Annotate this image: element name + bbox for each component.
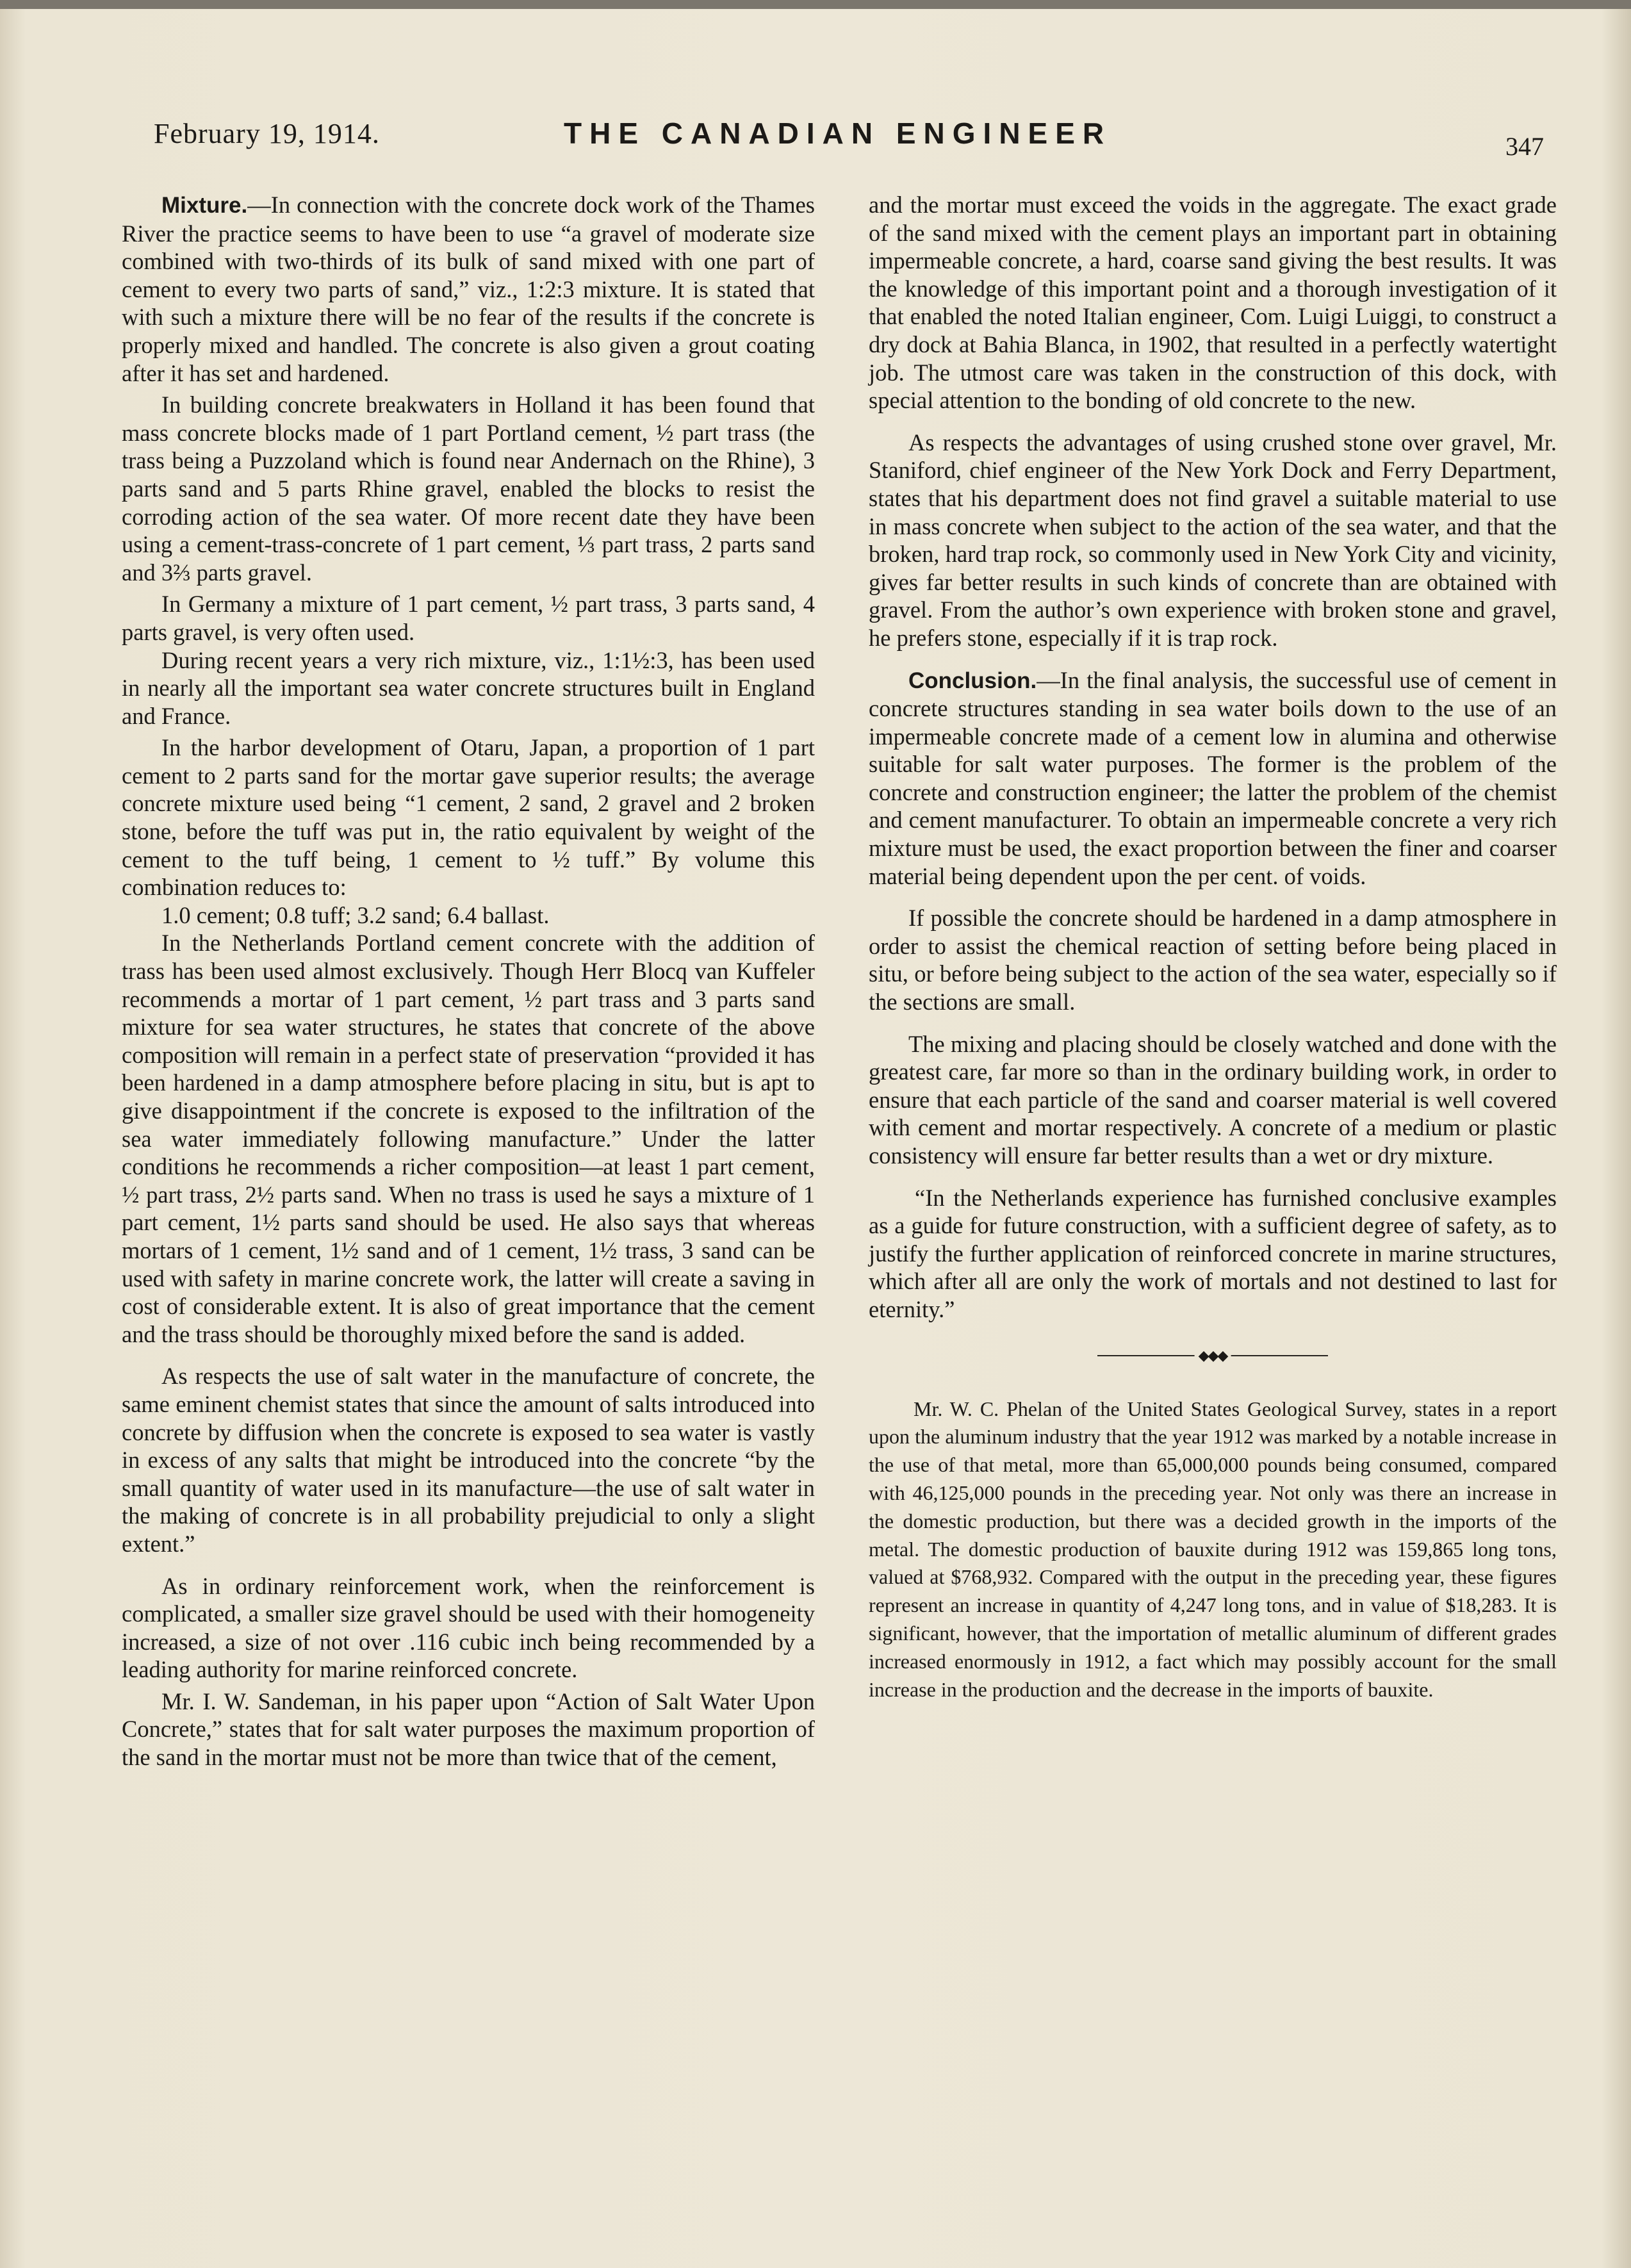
divider-ornament: ◆◆◆	[1195, 1349, 1231, 1362]
right-column	[869, 191, 1557, 1704]
paragraph-text: —In the final analysis, the successful use of cement in concrete structures standing in sea water boils down to the use of an impermeable concrete made of a cement low in alumina and otherwise suitable for salt water purposes. The former is the problem of the concrete and construction engineer; the latter the problem of the chemist and cement manufacturer. To obtain an impermeable concrete a very rich mixture must be used, the exact proportion between the finer and coarser material being dependent upon the per cent. of voids.	[869, 666, 1557, 889]
run-in-heading: Mixture.	[161, 193, 248, 218]
paragraph-reinforcement: As in ordinary reinforcement work, when the reinforcement is complicated, a smaller size gravel should be used with their homogeneity increased, a size of not over .116 cubic inch being recommended by a leading authority for marine reinforced concrete.	[122, 1572, 815, 1683]
paragraph-quotation: “In the Netherlands experience has furnished conclusive examples as a guide for future construction, with a sufficient degree of safety, as to justify the further application of reinforced concrete in marine structures, which after all are only the work of mortals and not destined to last for eternity.”	[869, 1184, 1557, 1322]
paragraph-aluminum: Mr. W. C. Phelan of the United States Geological Survey, states in a report upon the aluminum industry that the year 1912 was marked by a notable increase in the use of that metal, more than 65,000,000 pounds being consumed, compared with 46,125,000 pounds in the preceding year. Not only was there an increase in the domestic production, but there was a decided growth in the imports of the metal. The domestic production of bauxite during 1912 was 159,865 long tons, valued at $768,932. Compared with the output in the preceding year, these figures represent an increase in quantity of 4,247 long tons, and in value of $18,283. It is significant, however, that the importation of metallic aluminum of different grades increased enormously in 1912, a fact which may possibly account for the small increase in the production and the decrease in the imports of bauxite.	[869, 1397, 1557, 1701]
section-divider	[1097, 1349, 1328, 1362]
paragraph-mixing: The mixing and placing should be closely watched and done with the greatest care, far more so than in the ordinary building work, in order to ensure that each particle of the sand and coarser material is well covered with cement and mortar respectively. A concrete of a medium or plastic consistency will ensure far better results than a wet or dry mixture.	[869, 1030, 1557, 1169]
paragraph-crushed-stone: As respects the advantages of using crushed stone over gravel, Mr. Staniford, chief engineer of the New York Dock and Ferry Department, states that his department does not find gravel a suitable material to use in mass concrete when subject to the action of the sea water, and that the broken, hard trap rock, so commonly used in New York City and vicinity, gives far better results in such kinds of concrete than are obtained with gravel. From the author’s own experience with broken stone and gravel, he prefers stone, especially if it is trap rock.	[869, 429, 1557, 651]
paragraph-salt-water: As respects the use of salt water in the manufacture of concrete, the same eminent chemist states that since the amount of salts introduced into concrete by diffusion when the concrete is exposed to sea water is vastly in excess of any salts that might be introduced into the concrete “by the small quantity of water used in its manufacture—the use of salt water in the making of concrete is in all probability prejudicial to only a slight extent.”	[122, 1363, 815, 1557]
paragraph-netherlands: In the Netherlands Portland cement concrete with the addition of trass has been used almost exclusively. Though Herr Blocq van Kuffeler recommends a mortar of 1 part cement, ½ part trass and 3 parts sand mixture for sea water structures, he states that concrete of the above composition will remain in a perfect state of preservation “provided it has been hardened in a damp atmosphere before placing in situ, but is apt to give disappointment if the concrete is exposed to the infiltration of the sea water immediately following manufacture.” Under the latter conditions he recommends a richer composition—at least 1 part cement, ½ part trass, 2½ parts sand. When no trass is used he says a mixture of 1 part cement, 1½ parts sand should be used. He also says that whereas mortars of 1 cement, 1½ sand and of 1 cement, 1½ trass, 3 sand can be used with safety in marine concrete work, the latter will create a saving in cost of considerable extent. It is also of great importance that the cement and the trass should be thoroughly mixed before the sand is added.	[122, 930, 815, 1347]
left-column	[122, 191, 815, 1771]
page-top-edge	[0, 0, 1631, 9]
paragraph-hardening: If possible the concrete should be hardened in a damp atmosphere in order to assist the chemical reaction of setting before being placed in situ, or before being subject to the action of the sea water, especially so if the sections are small.	[869, 905, 1557, 1015]
paragraph-holland: In building concrete breakwaters in Holland it has been found that mass concrete blocks made of 1 part Portland cement, ½ part trass (the trass being a Puzzoland which is found near Andernach on the Rhine), 3 parts sand and 5 parts Rhine gravel, enabled the blocks to resist the corroding action of the sea water. Of more recent date they have been using a cement-trass-concrete of 1 part cement, ⅓ part trass, 2 parts sand and 3⅔ parts gravel.	[122, 391, 815, 586]
formula-line: 1.0 cement; 0.8 tuff; 3.2 sand; 6.4 ballast.	[161, 901, 550, 928]
paragraph-germany: In Germany a mixture of 1 part cement, ½ part trass, 3 parts sand, 4 parts gravel, is very often used.	[122, 591, 815, 645]
header-date: February 19, 1914.	[154, 118, 380, 149]
paragraph-mixture	[122, 191, 815, 387]
paragraph-otaru: In the harbor development of Otaru, Japan, a proportion of 1 part cement to 2 parts sand for the mortar gave superior results; the average concrete mixture used being “1 cement, 2 sand, 2 gravel and 2 broken stone, before the tuff was put in, the ratio equivalent by weight of the cement to the tuff being, 1 cement to ½ tuff.” By volume this combination reduces to:	[122, 734, 815, 901]
paragraph-text: —In connection with the concrete dock work of the Thames River the practice seems to have been to use “a gravel of moderate size combined with two-thirds of its bulk of sand mixed with one part of cement to every two parts of sand,” viz., 1:2:3 mixture. It is stated that with such a mixture there will be no fear of the results if the concrete is properly mixed and handled. The concrete is also given a grout coating after it has set and hardened.	[122, 192, 815, 386]
paragraph-conclusion	[869, 666, 1557, 891]
news-item	[869, 1395, 1557, 1704]
run-in-heading: Conclusion.	[908, 668, 1037, 693]
paragraph-rich-mixture: During recent years a very rich mixture, viz., 1:1½:3, has been used in nearly all the important sea water concrete structures built in England and France.	[122, 646, 815, 729]
page-number: 347	[1505, 132, 1544, 161]
paragraph-sandeman: Mr. I. W. Sandeman, in his paper upon “Action of Salt Water Upon Concrete,” states that for salt water purposes the maximum proportion of the sand in the mortar must not be more than twice that of the cement,	[122, 1688, 815, 1771]
running-header	[154, 112, 1544, 163]
paragraph-continued: and the mortar must exceed the voids in the aggregate. The exact grade of the sand mixed with the cement plays an important part in obtaining impermeable concrete, a hard, coarse sand giving the best results. It was the knowledge of this important point and a thorough investigation of it that enabled the noted Italian engineer, Com. Luigi Luiggi, to construct a dry dock at Bahia Blanca, in 1902, that resulted in a perfectly watertight job. The utmost care was taken in the construction of this dock, with special attention to the bonding of old concrete to the new.	[869, 192, 1557, 414]
journal-title: THE CANADIAN ENGINEER	[564, 117, 1112, 150]
